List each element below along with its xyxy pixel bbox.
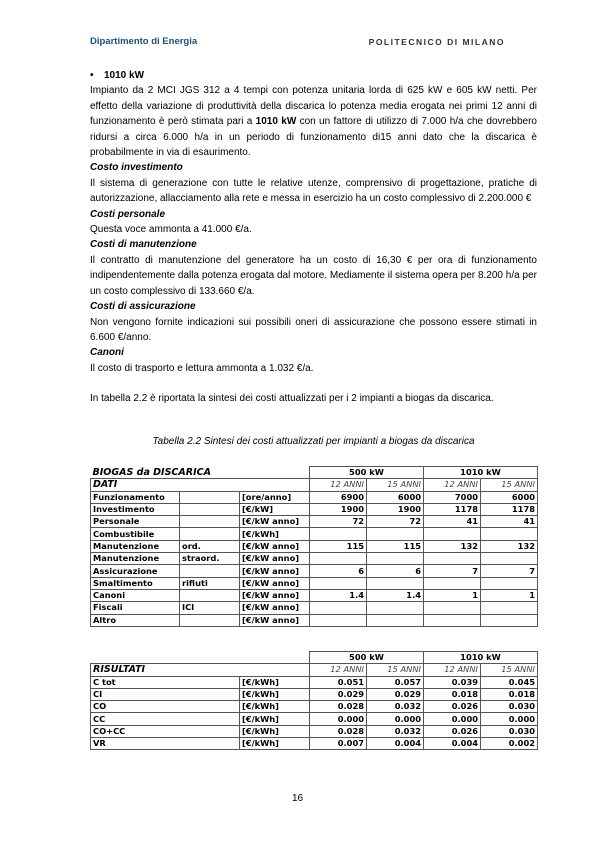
paragraph-plant-bold: 1010 kW xyxy=(255,116,297,128)
cell-value: 0.029 xyxy=(310,688,367,700)
cell-value: 115 xyxy=(367,540,424,552)
cell-value xyxy=(367,577,424,589)
cell-value: 115 xyxy=(310,540,367,552)
cell-value: 0.004 xyxy=(367,738,424,750)
row-sublabel: ICI xyxy=(180,602,240,614)
paragraph-plant-part1: Impianto da 2 MCI JGS 312 a 4 tempi con potenza unitaria lorda di 625 kW e 605 kW netti. Per effetto della variazione di produttività della discarica lo potenza media erogata nei primi 12 anni di funzionamento è però stimata pari a xyxy=(90,85,537,128)
cell-value: 0.000 xyxy=(310,713,367,725)
cell-value: 6000 xyxy=(367,491,424,503)
row-unit: [€/kWh] xyxy=(240,701,310,713)
year-header: 15 ANNI xyxy=(481,479,538,491)
cell-value xyxy=(424,602,481,614)
cell-value: 0.030 xyxy=(481,725,538,737)
cell-value: 0.026 xyxy=(424,701,481,713)
cell-value: 7000 xyxy=(424,491,481,503)
table-section-row xyxy=(91,479,538,491)
year-header: 15 ANNI xyxy=(367,664,424,676)
cell-value: 0.028 xyxy=(310,725,367,737)
bullet-icon: • xyxy=(90,70,94,81)
year-header: 12 ANNI xyxy=(310,479,367,491)
data-table xyxy=(90,466,538,627)
cell-value: 1 xyxy=(424,589,481,601)
year-header: 15 ANNI xyxy=(367,479,424,491)
cell-value: 1 xyxy=(481,589,538,601)
table-row xyxy=(91,738,538,750)
cell-value: 1178 xyxy=(424,503,481,515)
paragraph-plant xyxy=(90,83,537,160)
row-unit: [€/kW anno] xyxy=(240,614,310,626)
row-label: Smaltimento xyxy=(91,577,180,589)
cell-value: 0.030 xyxy=(481,701,538,713)
cell-value: 0.000 xyxy=(424,713,481,725)
cell-value xyxy=(310,614,367,626)
table-section-row xyxy=(91,664,538,676)
cell-value xyxy=(424,528,481,540)
cell-value: 0.032 xyxy=(367,725,424,737)
cell-value: 0.004 xyxy=(424,738,481,750)
cell-value xyxy=(310,553,367,565)
row-label: Manutenzione xyxy=(91,553,180,565)
row-sublabel xyxy=(180,528,240,540)
cell-value: 6900 xyxy=(310,491,367,503)
table-row xyxy=(91,676,538,688)
row-label: Manutenzione xyxy=(91,540,180,552)
cell-value: 132 xyxy=(481,540,538,552)
row-label: CO xyxy=(91,701,240,713)
cell-value: 7 xyxy=(481,565,538,577)
row-sublabel: straord. xyxy=(180,553,240,565)
table-row xyxy=(91,540,538,552)
row-sublabel xyxy=(180,614,240,626)
cell-value: 0.029 xyxy=(367,688,424,700)
table-row xyxy=(91,577,538,589)
row-sublabel xyxy=(180,503,240,515)
row-label: Funzionamento xyxy=(91,491,180,503)
row-unit: [€/kWh] xyxy=(240,676,310,688)
cell-value: 132 xyxy=(424,540,481,552)
cell-value: 1178 xyxy=(481,503,538,515)
cell-value xyxy=(481,602,538,614)
row-label: Assicurazione xyxy=(91,565,180,577)
document-body xyxy=(90,68,537,407)
cell-value: 0.018 xyxy=(481,688,538,700)
section-text-personnel: Questa voce ammonta a 41.000 €/a. xyxy=(90,224,252,236)
row-unit: [€/kWh] xyxy=(240,528,310,540)
row-unit: [€/kW anno] xyxy=(240,540,310,552)
row-label: Fiscali xyxy=(91,602,180,614)
cell-value xyxy=(367,553,424,565)
header-university: POLITECNICO DI MILANO xyxy=(368,37,505,47)
row-label: Altro xyxy=(91,614,180,626)
cell-value: 0.000 xyxy=(367,713,424,725)
row-label: C tot xyxy=(91,676,240,688)
cell-value xyxy=(367,528,424,540)
section-text-insurance: Non vengono fornite indicazioni sui possibili oneri di assicurazione che possono essere stimati in 6.600 €/anno. xyxy=(90,316,537,343)
year-header: 15 ANNI xyxy=(481,664,538,676)
cell-value: 7 xyxy=(424,565,481,577)
year-header: 12 ANNI xyxy=(424,664,481,676)
cell-value xyxy=(481,528,538,540)
table-title-row xyxy=(91,467,538,479)
page-number: 16 xyxy=(291,793,304,804)
year-header: 12 ANNI xyxy=(310,664,367,676)
cell-value: 0.057 xyxy=(367,676,424,688)
cell-value xyxy=(310,577,367,589)
row-unit: [€/kW anno] xyxy=(240,602,310,614)
cell-value: 6000 xyxy=(481,491,538,503)
table-row xyxy=(91,589,538,601)
cell-value: 1.4 xyxy=(367,589,424,601)
section-title-insurance: Costi di assicurazione xyxy=(90,301,196,313)
table-row xyxy=(91,503,538,515)
cell-value xyxy=(481,577,538,589)
cell-value: 41 xyxy=(481,516,538,528)
year-header: 12 ANNI xyxy=(424,479,481,491)
row-sublabel: rifiuti xyxy=(180,577,240,589)
section-text-investment: Il sistema di generazione con tutte le relative utenze, comprensivo di progettazione, pratiche di autorizzazione, allacciamento alla rete e messa in esercizio ha un costo complessivo di 2.200.000 € xyxy=(90,177,537,205)
header-department: Dipartimento di Energia xyxy=(90,36,198,47)
cell-value xyxy=(424,614,481,626)
cell-value: 6 xyxy=(310,565,367,577)
row-unit: [€/kWh] xyxy=(240,713,310,725)
row-unit: [€/kWh] xyxy=(240,725,310,737)
row-sublabel: ord. xyxy=(180,540,240,552)
section-label-risultati: RISULTATI xyxy=(91,664,310,676)
table-group-row xyxy=(91,652,538,664)
cell-value: 1.4 xyxy=(310,589,367,601)
cell-value: 0.045 xyxy=(481,676,538,688)
cell-value: 6 xyxy=(367,565,424,577)
section-label-dati: DATI xyxy=(91,479,310,491)
table-row xyxy=(91,602,538,614)
group-header-1010: 1010 kW xyxy=(424,652,538,664)
table-intro: In tabella 2.2 è riportata la sintesi dei costi attualizzati per i 2 impianti a biogas da discarica. xyxy=(90,393,494,405)
section-title-personnel: Costi personale xyxy=(90,208,166,220)
cell-value: 0.028 xyxy=(310,701,367,713)
cell-value xyxy=(424,553,481,565)
cell-value: 41 xyxy=(424,516,481,528)
cell-value: 0.018 xyxy=(424,688,481,700)
bullet-heading xyxy=(90,68,537,83)
section-title-investment: Costo investimento xyxy=(90,162,183,174)
row-unit: [ore/anno] xyxy=(240,491,310,503)
table-row xyxy=(91,516,538,528)
row-label: CO+CC xyxy=(91,725,240,737)
cell-value: 0.026 xyxy=(424,725,481,737)
section-title-fees: Canoni xyxy=(90,347,124,359)
row-unit: [€/kW] xyxy=(240,503,310,515)
cell-value: 72 xyxy=(310,516,367,528)
cell-value xyxy=(367,614,424,626)
row-label: Combustibile xyxy=(91,528,180,540)
section-text-maintenance: Il contratto di manutenzione del generatore ha un costo di 16,30 € per ora di funzionamento indipendentemente dalla potenza erogata dal motore. Mediamente il sistema opera per 8.200 h/a per un costo complessivo di 133.660 €/a. xyxy=(90,254,537,297)
section-text-fees: Il costo di trasporto e lettura ammonta a 1.032 €/a. xyxy=(90,362,314,374)
group-header-1010: 1010 kW xyxy=(424,467,538,479)
bullet-title: 1010 kW xyxy=(104,70,145,81)
table-row xyxy=(91,614,538,626)
cell-value: 0.039 xyxy=(424,676,481,688)
row-unit: [€/kW anno] xyxy=(240,516,310,528)
row-sublabel xyxy=(180,491,240,503)
row-unit: [€/kWh] xyxy=(240,738,310,750)
table-title: BIOGAS da DISCARICA xyxy=(92,466,211,478)
cell-value: 1900 xyxy=(310,503,367,515)
blank-corner xyxy=(91,652,310,664)
row-unit: [€/kW anno] xyxy=(240,553,310,565)
row-unit: [€/kW anno] xyxy=(240,577,310,589)
table-row xyxy=(91,565,538,577)
cell-value xyxy=(481,553,538,565)
table-row xyxy=(91,688,538,700)
cell-value: 1900 xyxy=(367,503,424,515)
cell-value: 0.000 xyxy=(481,713,538,725)
table-row xyxy=(91,528,538,540)
table-row xyxy=(91,725,538,737)
cell-value: 0.032 xyxy=(367,701,424,713)
cell-value: 0.002 xyxy=(481,738,538,750)
table-row xyxy=(91,701,538,713)
row-label: CC xyxy=(91,713,240,725)
cell-value xyxy=(367,602,424,614)
cell-value xyxy=(424,577,481,589)
table-row xyxy=(91,553,538,565)
section-title-maintenance: Costi di manutenzione xyxy=(90,239,197,251)
row-label: Investimento xyxy=(91,503,180,515)
row-unit: [€/kW anno] xyxy=(240,589,310,601)
table-row xyxy=(91,713,538,725)
group-header-500: 500 kW xyxy=(310,467,424,479)
row-label: VR xyxy=(91,738,240,750)
row-sublabel xyxy=(180,589,240,601)
results-table xyxy=(90,651,538,750)
cell-value: 0.051 xyxy=(310,676,367,688)
row-label: Canoni xyxy=(91,589,180,601)
row-label: Personale xyxy=(91,516,180,528)
table-caption: Tabella 2.2 Sintesi dei costi attualizzati per impianti a biogas da discarica xyxy=(152,436,475,447)
cell-value: 72 xyxy=(367,516,424,528)
row-sublabel xyxy=(180,565,240,577)
cell-value xyxy=(310,602,367,614)
table-row xyxy=(91,491,538,503)
row-unit: [€/kWh] xyxy=(240,688,310,700)
row-label: CI xyxy=(91,688,240,700)
paragraph-plant-part2: con un fattore di utilizzo di 7.000 h/a che dovrebbero ridursi a circa 6.000 h/a in un periodo di funzionamento di15 anni dato che la discarica è probabilmente in via di esaurimento. xyxy=(90,116,537,159)
cell-value: 0.007 xyxy=(310,738,367,750)
cell-value xyxy=(310,528,367,540)
row-unit: [€/kW anno] xyxy=(240,565,310,577)
cell-value xyxy=(481,614,538,626)
group-header-500: 500 kW xyxy=(310,652,424,664)
row-sublabel xyxy=(180,516,240,528)
